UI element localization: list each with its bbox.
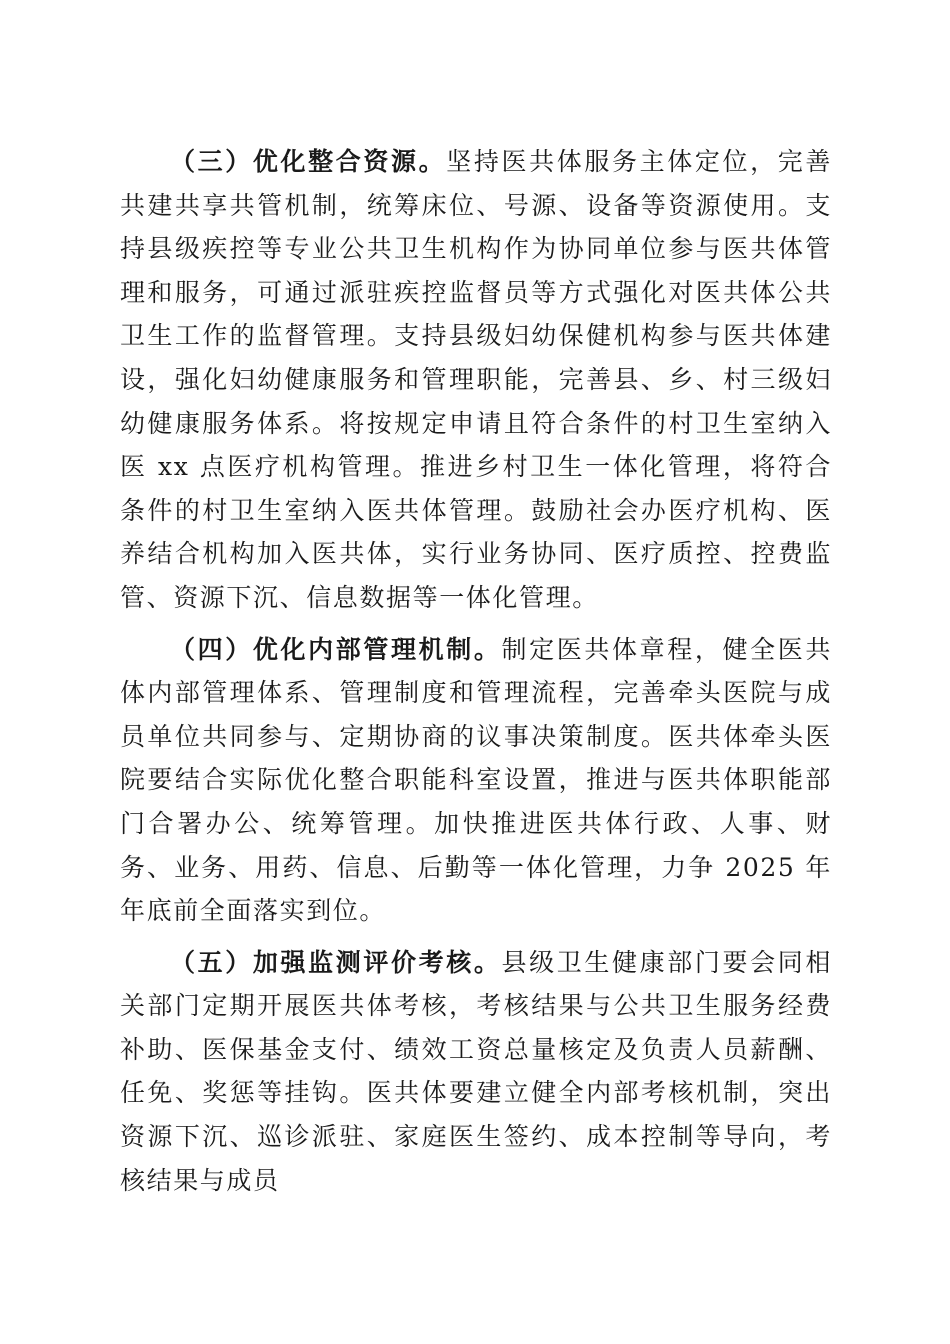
paragraph-internal-management (120, 628, 832, 933)
paragraph-optimize-resources (120, 140, 832, 620)
paragraph-text: 坚持医共体服务主体定位，完善共建共享共管机制，统筹床位、号源、设备等资源使用。支持县级疾控等专业公共卫生机构作为协同单位参与医共体管理和服务，可通过派驻疾控监督员等方式强化对医共体公共卫生工作的监督管理。支持县级妇幼保健机构参与医共体建设，强化妇幼健康服务和管理职能，完善县、乡、村三级妇幼健康服务体系。将按规定申请且符合条件的村卫生室纳入医 xx 点医疗机构管理。推进乡村卫生一体化管理，将符合条件的村卫生室纳入医共体管理。鼓励社会办医疗机构、医养结合机构加入医共体，实行业务协同、医疗质控、控费监管、资源下沉、信息数据等一体化管理。 (120, 147, 832, 612)
paragraph-heading: （三）优化整合资源。 (170, 147, 447, 176)
paragraph-heading: （四）优化内部管理机制。 (170, 634, 502, 664)
paragraph-text: 县级卫生健康部门要会同相关部门定期开展医共体考核，考核结果与公共卫生服务经费补助、医保基金支付、绩效工资总量核定及负责人员薪酬、任免、奖惩等挂钩。医共体要建立健全内部考核机制，突出资源下沉、巡诊派驻、家庭医生签约、成本控制等导向，考核结果与成员 (120, 947, 833, 1195)
paragraph-heading: （五）加强监测评价考核。 (170, 947, 502, 977)
paragraph-text: 制定医共体章程，健全医共体内部管理体系、管理制度和管理流程，完善牵头医院与成员单位共同参与、定期协商的议事决策制度。医共体牵头医院要结合实际优化整合职能科室设置，推进与医共体职能部门合署办公、统筹管理。加快推进医共体行政、人事、财务、业务、用药、信息、后勤等一体化管理，力争 2025 年年底前全面落实到位。 (120, 634, 833, 926)
paragraph-evaluation (120, 941, 832, 1203)
document-body (120, 140, 832, 1202)
